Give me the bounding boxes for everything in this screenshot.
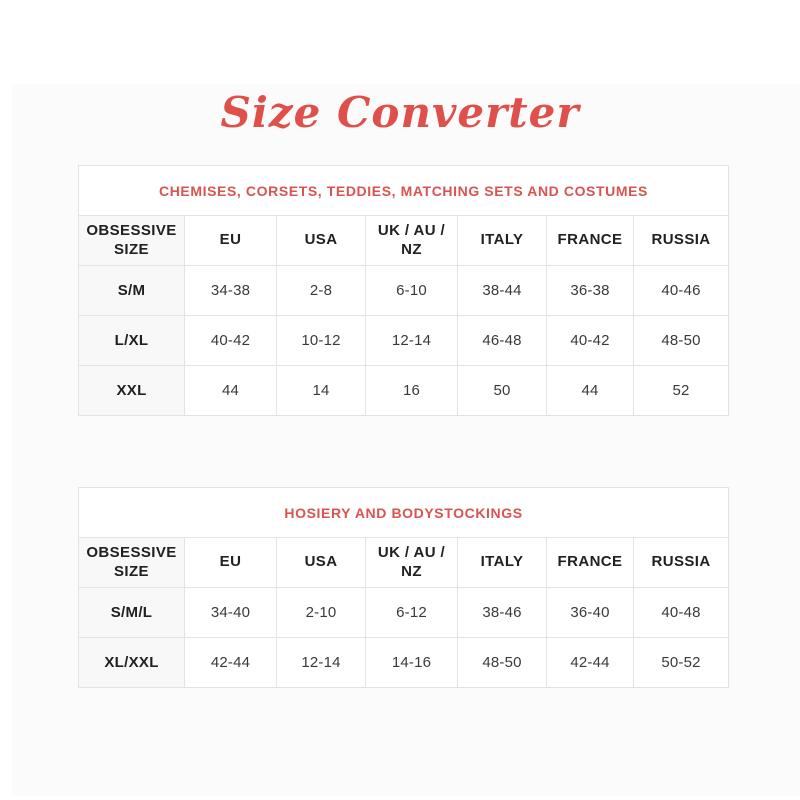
column-header: USA	[277, 538, 366, 588]
column-header: FRANCE	[547, 538, 634, 588]
size-table	[78, 165, 729, 416]
size-cell: 50	[458, 366, 547, 416]
table-row	[79, 266, 729, 316]
size-cell: 44	[185, 366, 277, 416]
size-cell: 6-10	[366, 266, 458, 316]
column-header: OBSESSIVE SIZE	[79, 216, 185, 266]
row-size-label: S/M/L	[79, 588, 185, 638]
table-row	[79, 638, 729, 688]
row-size-label: L/XL	[79, 316, 185, 366]
size-cell: 48-50	[634, 316, 729, 366]
size-cell: 12-14	[277, 638, 366, 688]
column-header: ITALY	[458, 216, 547, 266]
size-cell: 2-10	[277, 588, 366, 638]
size-cell: 42-44	[185, 638, 277, 688]
column-header: OBSESSIVE SIZE	[79, 538, 185, 588]
size-cell: 40-42	[185, 316, 277, 366]
size-cell: 12-14	[366, 316, 458, 366]
column-header: EU	[185, 216, 277, 266]
size-cell: 40-42	[547, 316, 634, 366]
row-size-label: S/M	[79, 266, 185, 316]
size-cell: 46-48	[458, 316, 547, 366]
size-cell: 40-48	[634, 588, 729, 638]
size-cell: 38-46	[458, 588, 547, 638]
size-cell: 42-44	[547, 638, 634, 688]
column-header: RUSSIA	[634, 216, 729, 266]
size-cell: 14	[277, 366, 366, 416]
size-cell: 14-16	[366, 638, 458, 688]
row-size-label: XL/XXL	[79, 638, 185, 688]
size-cell: 2-8	[277, 266, 366, 316]
size-cell: 34-38	[185, 266, 277, 316]
table-caption: CHEMISES, CORSETS, TEDDIES, MATCHING SETS AND COSTUMES	[79, 166, 729, 216]
table-caption: HOSIERY AND BODYSTOCKINGS	[79, 488, 729, 538]
column-header: RUSSIA	[634, 538, 729, 588]
column-header: ITALY	[458, 538, 547, 588]
size-cell: 10-12	[277, 316, 366, 366]
page-title: Size Converter	[220, 88, 580, 137]
size-cell: 38-44	[458, 266, 547, 316]
table-row	[79, 316, 729, 366]
size-cell: 52	[634, 366, 729, 416]
column-header: UK / AU / NZ	[366, 216, 458, 266]
column-header: EU	[185, 538, 277, 588]
size-table	[78, 487, 729, 688]
size-cell: 34-40	[185, 588, 277, 638]
size-cell: 50-52	[634, 638, 729, 688]
column-header: FRANCE	[547, 216, 634, 266]
header-row	[79, 538, 729, 588]
size-cell: 16	[366, 366, 458, 416]
size-cell: 40-46	[634, 266, 729, 316]
row-size-label: XXL	[79, 366, 185, 416]
column-header: UK / AU / NZ	[366, 538, 458, 588]
size-cell: 36-38	[547, 266, 634, 316]
size-cell: 44	[547, 366, 634, 416]
size-cell: 6-12	[366, 588, 458, 638]
table-row	[79, 366, 729, 416]
size-cell: 36-40	[547, 588, 634, 638]
header-row	[79, 216, 729, 266]
size-cell: 48-50	[458, 638, 547, 688]
table-row	[79, 588, 729, 638]
column-header: USA	[277, 216, 366, 266]
